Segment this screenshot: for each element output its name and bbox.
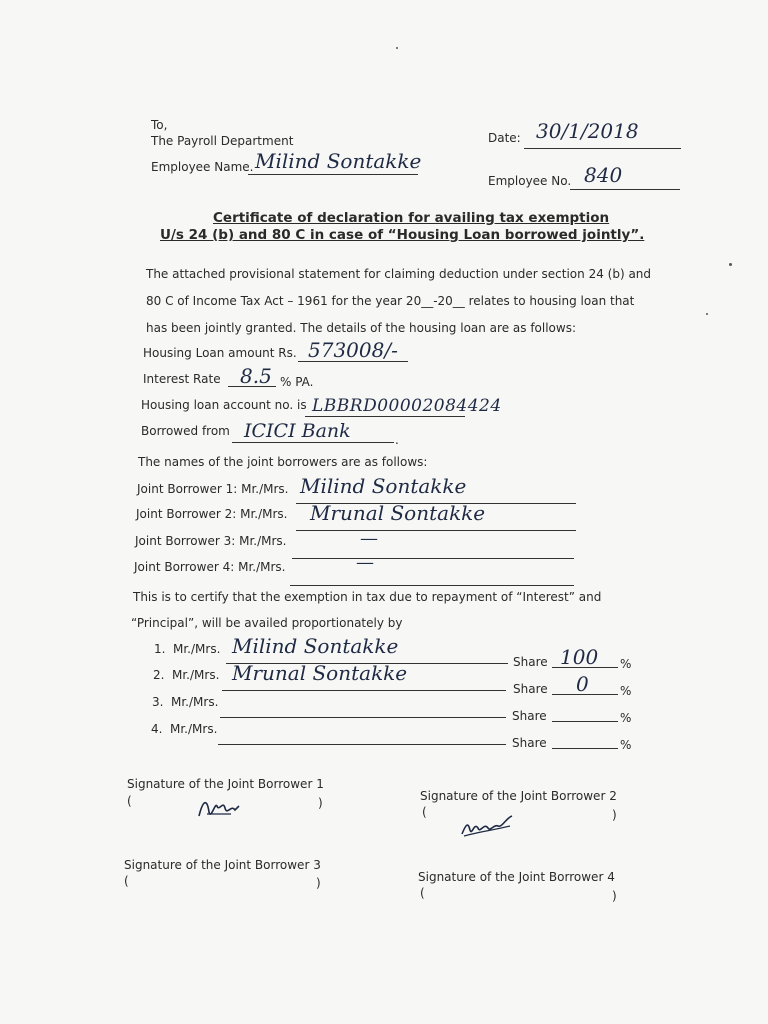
- share-row-share-underline: [552, 694, 618, 695]
- joint-borrower-2-value: Mrunal Sontakke: [310, 501, 486, 525]
- share-row-label: Mr./Mrs.: [173, 642, 221, 656]
- interest-rate-value: 8.5: [240, 364, 272, 388]
- share-row-share-label: Share: [512, 736, 547, 750]
- signature-1-open: (: [127, 794, 132, 808]
- share-row-share-label: Share: [513, 682, 548, 696]
- joint-borrower-4-underline: [290, 585, 574, 586]
- date-label: Date:: [488, 131, 521, 145]
- share-row-share-label: Share: [513, 655, 548, 669]
- loan-amount-label: Housing Loan amount Rs.: [143, 346, 297, 360]
- scan-speck: [396, 47, 398, 49]
- signature-1-label: Signature of the Joint Borrower 1: [127, 777, 324, 791]
- scan-speck: [729, 263, 732, 266]
- interest-rate-underline: [228, 386, 276, 387]
- joint-borrower-2-label: Joint Borrower 2: Mr./Mrs.: [136, 507, 288, 521]
- share-row-label: Mr./Mrs.: [172, 668, 220, 682]
- joint-borrower-3-label: Joint Borrower 3: Mr./Mrs.: [135, 534, 287, 548]
- borrowed-from-label: Borrowed from: [141, 424, 230, 438]
- certify-line-1: This is to certify that the exemption in tax due to repayment of “Interest” and: [133, 590, 602, 604]
- department-line: The Payroll Department: [151, 134, 294, 148]
- share-row-share-value: 100: [560, 645, 599, 669]
- signature-2-scribble: [458, 810, 518, 840]
- share-row-share-label: Share: [512, 709, 547, 723]
- signature-4-label: Signature of the Joint Borrower 4: [418, 870, 615, 884]
- borrowed-from-underline: [232, 442, 394, 443]
- share-row-name: Milind Sontakke: [232, 634, 399, 658]
- share-row-percent: %: [620, 711, 632, 725]
- account-underline: [305, 416, 465, 417]
- employee-no-value: 840: [584, 163, 623, 187]
- joint-borrower-1-label: Joint Borrower 1: Mr./Mrs.: [137, 482, 289, 496]
- share-row-number: 1.: [154, 642, 166, 656]
- share-row-share-underline: [552, 721, 618, 722]
- employee-no-underline: [570, 189, 680, 190]
- body-para-1: The attached provisional statement for claiming deduction under section 24 (b) and: [146, 267, 652, 281]
- share-row-name-underline: [218, 744, 506, 745]
- share-row-percent: %: [620, 738, 632, 752]
- share-row-percent: %: [620, 684, 632, 698]
- signature-3-open: (: [124, 874, 129, 888]
- share-row-name: Mrunal Sontakke: [232, 661, 408, 685]
- share-row-number: 2.: [153, 668, 165, 682]
- scan-speck: [706, 313, 708, 315]
- signature-3-label: Signature of the Joint Borrower 3: [124, 858, 321, 872]
- employee-name-underline: [248, 174, 418, 175]
- joint-borrower-4-value: —: [356, 552, 374, 573]
- signature-2-label: Signature of the Joint Borrower 2: [420, 789, 617, 803]
- to-line: To,: [151, 118, 168, 132]
- borrowed-from-value: ICICI Bank: [244, 420, 351, 442]
- share-row-number: 4.: [151, 722, 163, 736]
- interest-rate-label: Interest Rate: [143, 372, 221, 386]
- signature-4-close: ): [612, 889, 617, 903]
- share-row-label: Mr./Mrs.: [171, 695, 219, 709]
- share-row-name-underline: [222, 690, 506, 691]
- body-para-2: 80 C of Income Tax Act – 1961 for the year 20__-20__ relates to housing loan that: [146, 294, 635, 308]
- signature-3-close: ): [316, 876, 321, 890]
- joint-borrower-3-value: —: [360, 528, 378, 549]
- borrowed-from-end: .: [395, 433, 399, 447]
- signature-1-scribble: [195, 794, 243, 822]
- share-row-name-underline: [220, 717, 506, 718]
- signature-1-close: ): [318, 796, 323, 810]
- share-row-share-underline: [552, 667, 618, 668]
- share-row-share-value: 0: [576, 672, 589, 696]
- signature-2-open: (: [422, 805, 427, 819]
- body-para-3: has been jointly granted. The details of the housing loan are as follows:: [146, 321, 577, 335]
- title-line-2: U/s 24 (b) and 80 C in case of “Housing Loan borrowed jointly”.: [160, 227, 645, 243]
- interest-rate-suffix: % PA.: [280, 375, 314, 389]
- date-value: 30/1/2018: [536, 119, 639, 143]
- certify-line-2: “Principal”, will be availed proportionately by: [131, 616, 403, 630]
- signature-4-open: (: [420, 886, 425, 900]
- date-underline: [524, 148, 681, 149]
- employee-no-label: Employee No.: [488, 174, 572, 188]
- employee-name-label: Employee Name.: [151, 160, 254, 174]
- employee-name-value: Milind Sontakke: [255, 149, 422, 173]
- share-row-percent: %: [620, 657, 632, 671]
- signature-2-close: ): [612, 808, 617, 822]
- joint-borrower-2-underline: [296, 530, 576, 531]
- joint-borrower-3-underline: [292, 558, 574, 559]
- share-row-share-underline: [552, 748, 618, 749]
- account-label: Housing loan account no. is: [141, 398, 307, 412]
- share-row-label: Mr./Mrs.: [170, 722, 218, 736]
- title-line-1: Certificate of declaration for availing tax exemption: [213, 210, 610, 226]
- joint-borrower-4-label: Joint Borrower 4: Mr./Mrs.: [134, 560, 286, 574]
- account-value: LBBRD00002084424: [312, 396, 502, 416]
- joint-borrower-1-value: Milind Sontakke: [300, 474, 467, 498]
- joint-intro: The names of the joint borrowers are as follows:: [138, 455, 428, 469]
- loan-amount-value: 573008/-: [308, 338, 398, 362]
- loan-amount-underline: [298, 361, 408, 362]
- share-row-number: 3.: [152, 695, 164, 709]
